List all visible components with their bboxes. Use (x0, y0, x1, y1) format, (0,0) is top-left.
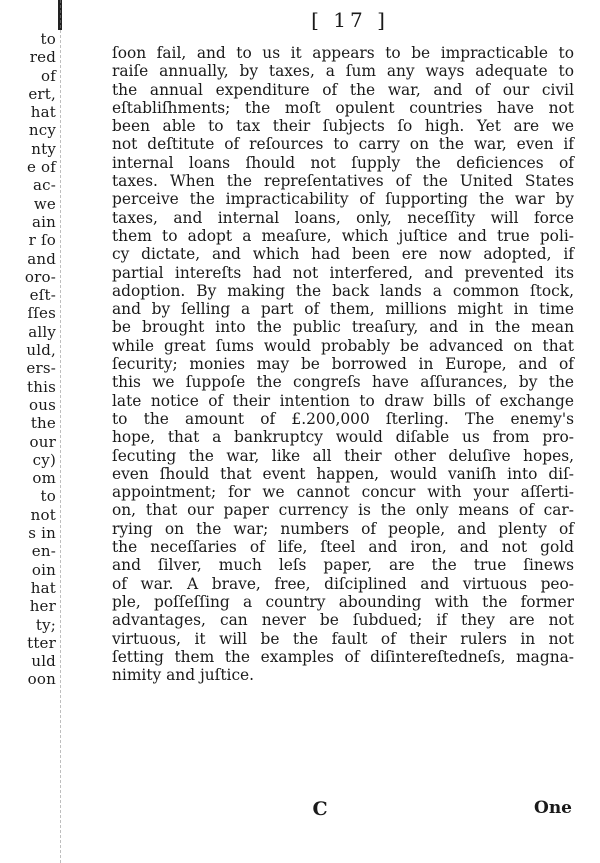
text-line: even ſhould that event happen, would vaniſh into diſ- (112, 464, 574, 483)
fragment-line: oro- (24, 267, 56, 286)
gutter-fold (60, 0, 62, 863)
facing-page-fragments (0, 30, 56, 689)
text-line: perceive the impracticability of ſupporting the war by (112, 190, 574, 209)
fragment-line: to (40, 30, 56, 48)
text-line: raiſe annually, by taxes, a ſum any ways adequate to (112, 62, 574, 81)
fragment-line: oon (27, 670, 56, 689)
text-line: ſetting them the examples of diſintereſtedneſs, magna- (112, 647, 574, 666)
fragment-line: her (29, 597, 56, 616)
fragment-line: to (40, 487, 56, 506)
fragment-line: s in (28, 524, 56, 543)
text-line: on, that our paper currency is the only means of car- (112, 501, 574, 520)
text-line: ſecuting the war, like all their other deluſive hopes, (112, 446, 574, 465)
fragment-line: om (32, 469, 56, 488)
fragment-line: ac- (32, 176, 56, 195)
fragment-line: ſſes (27, 304, 56, 323)
fragment-line: ain (31, 212, 56, 231)
fragment-line: our (29, 432, 56, 451)
page-number: [ 17 ] (311, 8, 389, 32)
fragment-line: oin (31, 560, 56, 579)
fragment-line: of (41, 66, 56, 85)
text-line: ple, poſſeſſing a country abounding with the former (112, 592, 574, 611)
text-line: of war. A brave, free, diſciplined and virtuous peo- (112, 574, 574, 593)
text-line: not deſtitute of reſources to carry on the war, even if (112, 135, 574, 154)
text-line: and ſilver, much leſs paper, are the true ſinews (112, 556, 574, 575)
text-line: rying on the war; numbers of people, and plenty of (112, 519, 574, 538)
text-line: ſecurity; monies may be borrowed in Europe, and of (112, 355, 574, 374)
text-line: while great ſums would probably be advanced on that (112, 336, 574, 355)
fragment-line: the (30, 414, 56, 433)
fragment-line: uld (31, 652, 56, 671)
text-line: ſoon fail, and to us it appears to be impracticable to (112, 44, 574, 62)
fragment-line: ers- (26, 359, 56, 378)
text-line: cy dictate, and which had been ere now adopted, if (112, 245, 574, 264)
text-line: nimity and juſtice. (112, 666, 255, 685)
text-line: internal loans ſhould not ſupply the deficiences of (112, 153, 574, 172)
fragment-line: not (30, 505, 56, 524)
fragment-line: r ſo (28, 231, 56, 250)
fragment-line: hat (30, 578, 56, 597)
text-line: late notice of their intention to draw bills of exchange (112, 391, 574, 410)
fragment-line: en- (31, 542, 56, 561)
text-line: hope, that a bankruptcy would diſable us from pro- (112, 428, 574, 447)
fragment-line: e of (26, 158, 56, 177)
fragment-line: we (33, 194, 56, 213)
fragment-line: ally (28, 322, 56, 341)
text-line: to the amount of £.200,000 ſterling. The enemy's (112, 409, 574, 428)
signature-mark: C (312, 798, 328, 820)
fragment-line: uld, (26, 341, 56, 360)
text-line: and by ſelling a part of them, millions might in time (112, 300, 574, 319)
fragment-line: ty; (35, 615, 56, 634)
text-line: this we ſuppoſe the congreſs have aſſurances, by the (112, 373, 574, 392)
text-line: them to adopt a meaſure, which juſtice and true poli- (112, 226, 574, 245)
fragment-line: cy) (32, 450, 56, 469)
fragment-line: tter (27, 633, 56, 652)
text-line: the annual expenditure of the war, and of our civil (112, 80, 574, 99)
fragment-line: hat (30, 103, 56, 122)
catchword: One (534, 798, 572, 818)
fragment-line: ncy (28, 121, 56, 140)
text-line: been able to tax their ſubjects ſo high. Yet are we (112, 117, 574, 136)
text-line: adoption. By making the back lands a common ſtock, (112, 281, 574, 300)
text-line: taxes, and internal loans, only, neceſſity will force (112, 208, 574, 227)
text-line: appointment; for we cannot concur with your aſſerti- (112, 483, 574, 502)
fragment-line: and (27, 249, 56, 268)
text-line: eſtabliſhments; the moſt opulent countries have not (112, 98, 574, 117)
fragment-line: eſt- (29, 286, 56, 305)
text-line: partial intereſts had not interfered, and prevented its (112, 263, 574, 282)
text-line: taxes. When the repreſentatives of the United States (112, 172, 574, 191)
fragment-line: red (29, 48, 56, 67)
text-line: advantages, can never be ſubdued; if they are not (112, 611, 574, 630)
fragment-line: ert, (28, 84, 56, 103)
fragment-line: ous (29, 395, 56, 414)
fragment-line: nty (31, 139, 56, 158)
text-line: the neceſſaries of life, ſteel and iron, and not gold (112, 538, 574, 557)
fragment-line: this (27, 377, 56, 396)
text-line: virtuous, it will be the fault of their rulers in not (112, 629, 574, 648)
body-text (112, 44, 574, 684)
text-line: be brought into the public treaſury, and in the mean (112, 318, 574, 337)
